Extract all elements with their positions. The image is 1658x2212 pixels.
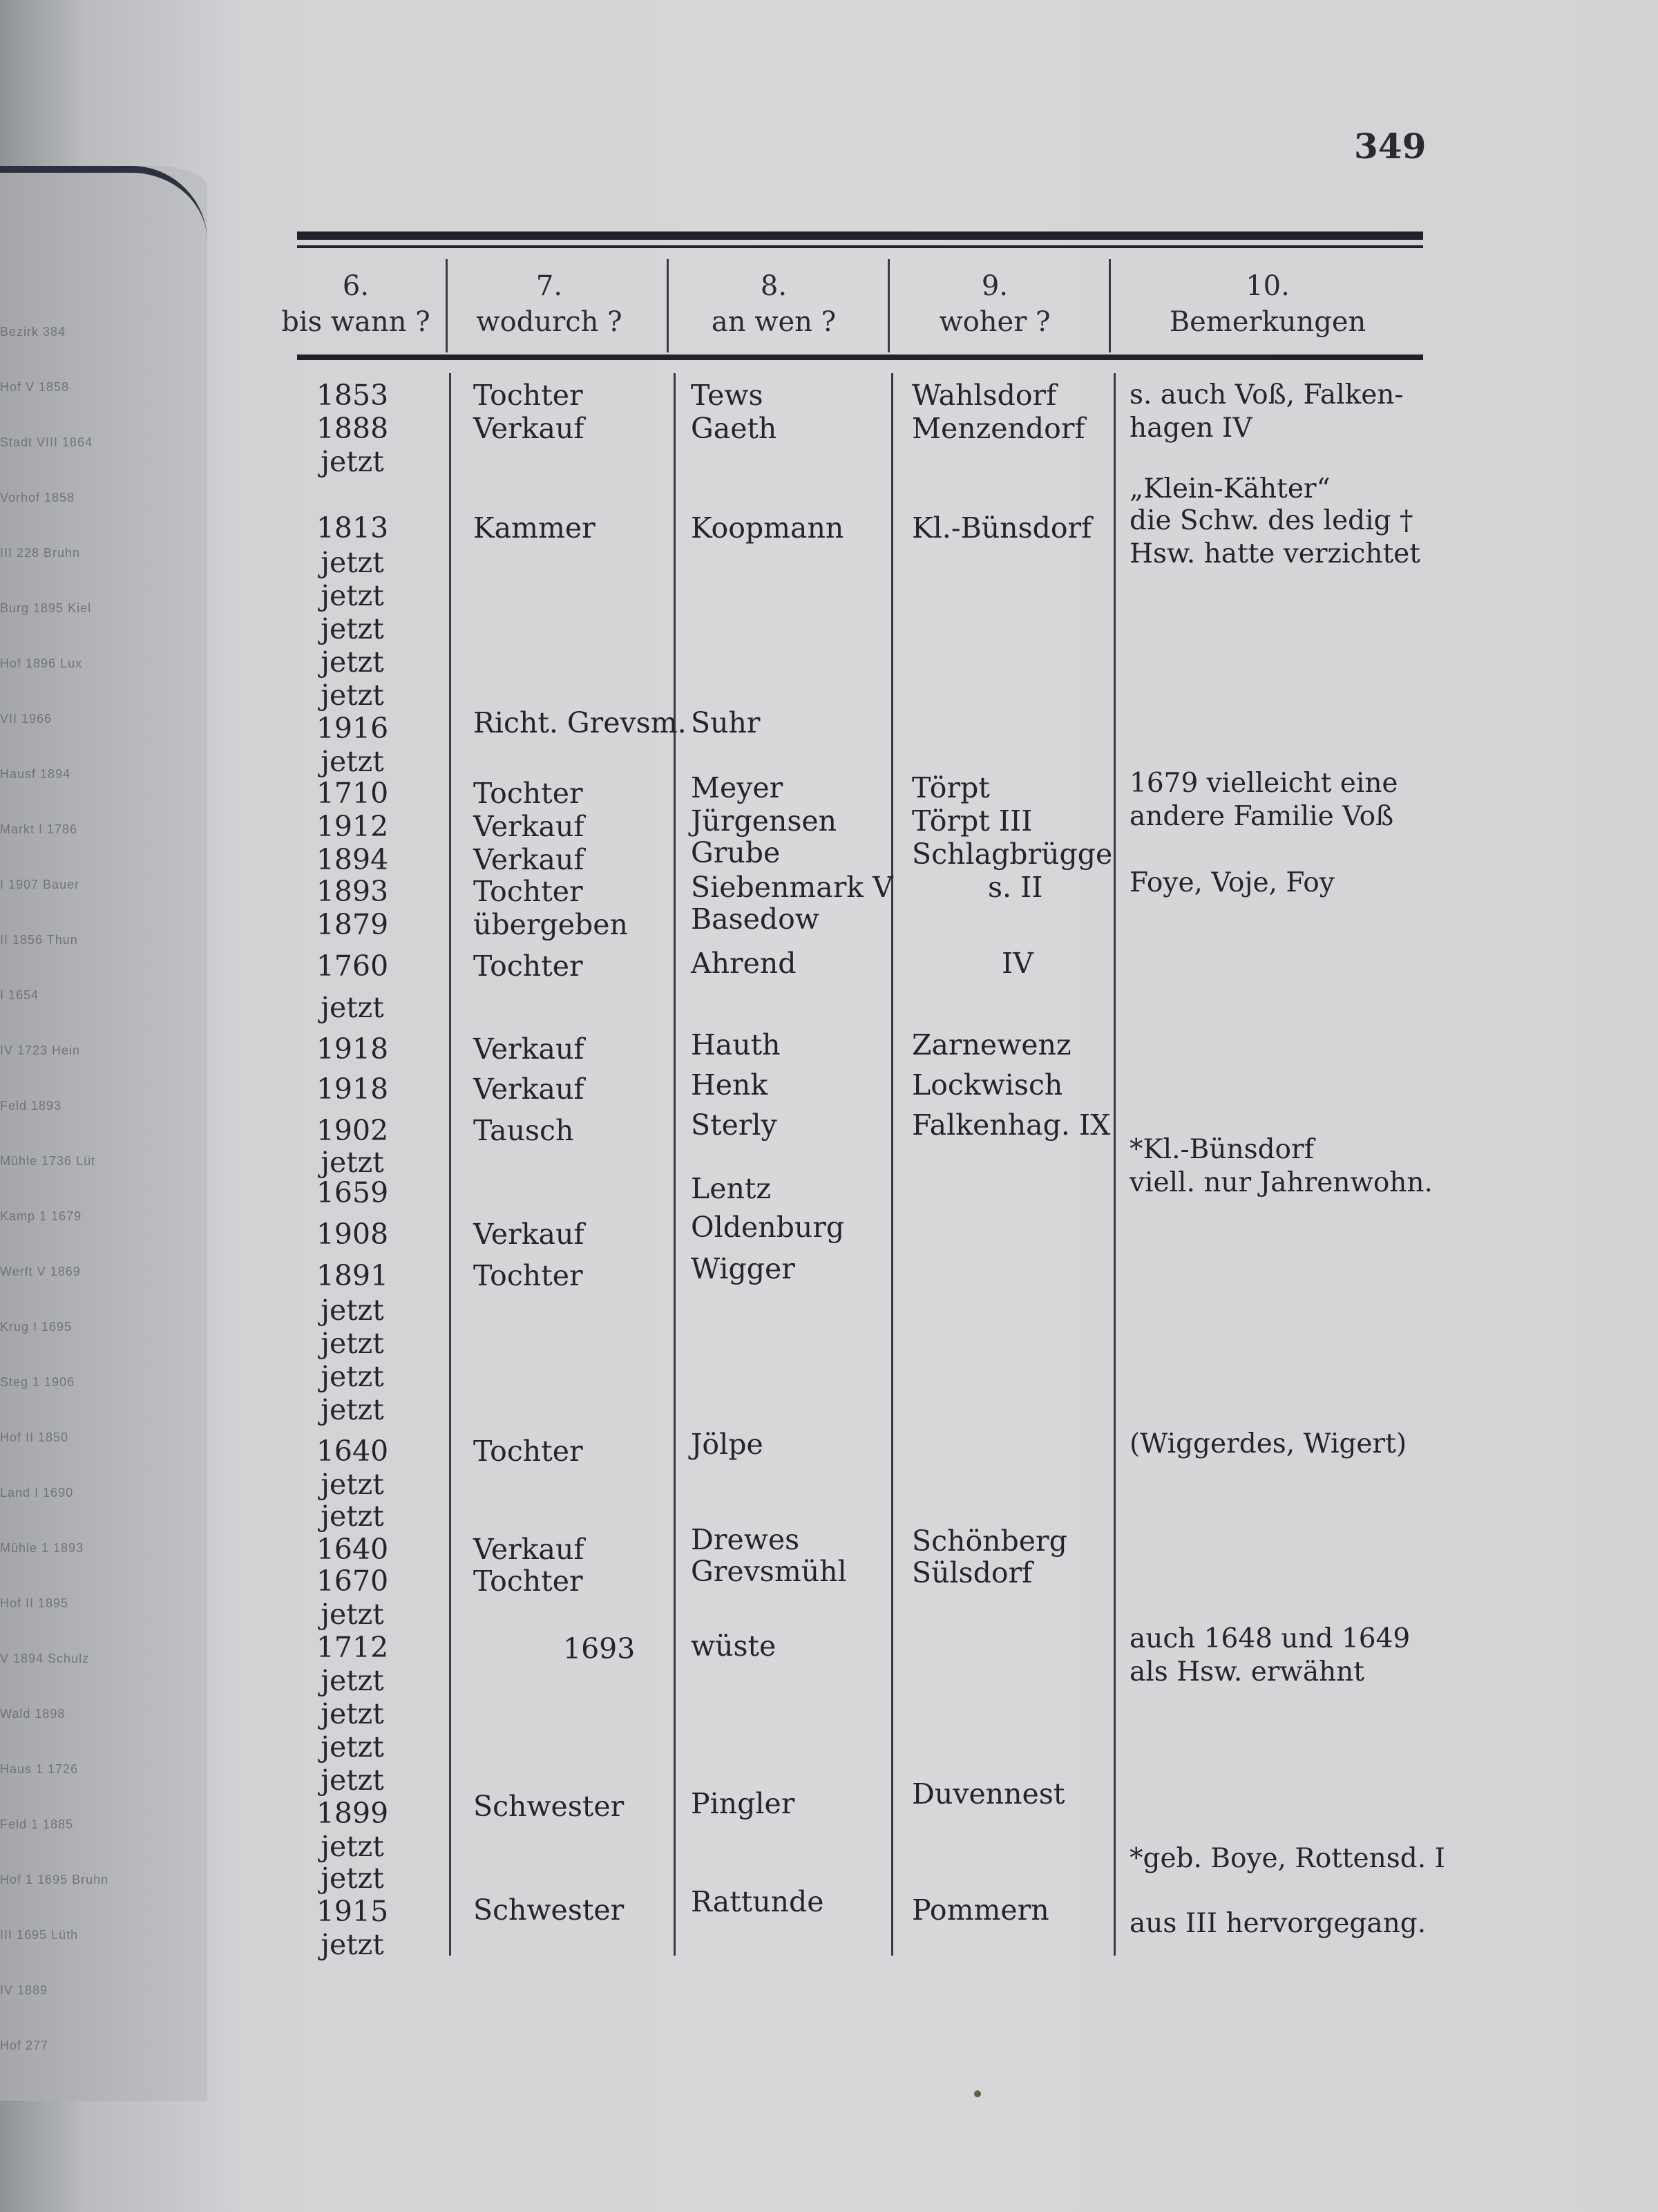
- date-cell: 1853: [316, 379, 389, 412]
- an-wen-cell: Gaeth: [691, 412, 777, 445]
- header-col-9: [891, 268, 1098, 340]
- an-wen-cell: Drewes: [691, 1523, 800, 1556]
- header-col-6-num: 6.: [342, 270, 370, 302]
- an-wen-cell: Henk: [691, 1068, 768, 1102]
- date-cell: jetzt: [321, 1146, 384, 1179]
- header-col-10: [1112, 268, 1423, 340]
- wodurch-cell: Tochter: [473, 379, 583, 412]
- header-divider: [667, 259, 669, 352]
- wodurch-cell: Verkauf: [473, 1218, 584, 1251]
- date-cell: 1899: [316, 1797, 389, 1830]
- remark-cell: viell. nur Jahrenwohn.: [1130, 1167, 1433, 1198]
- woher-cell: Törpt: [912, 771, 990, 804]
- date-cell: jetzt: [321, 1468, 384, 1501]
- header-col-6-label: bis wann ?: [281, 306, 430, 338]
- an-wen-cell: Ahrend: [691, 947, 797, 980]
- facing-page-row: IV 1723 Hein: [0, 1043, 81, 1057]
- header-col-7-num: 7.: [535, 270, 563, 302]
- date-cell: 1918: [316, 1072, 389, 1106]
- wodurch-cell: Verkauf: [473, 1032, 584, 1066]
- date-cell: 1710: [316, 777, 389, 810]
- page-number: 349: [1354, 126, 1427, 167]
- facing-page-row: Werft V 1869: [0, 1265, 81, 1278]
- woher-cell: Schönberg: [912, 1524, 1067, 1558]
- facing-page-row: Kamp 1 1679: [0, 1209, 82, 1223]
- wodurch-cell: Tochter: [473, 949, 583, 983]
- woher-cell: Wahlsdorf: [912, 379, 1057, 412]
- table-top-rule: [297, 231, 1423, 240]
- an-wen-cell: wüste: [691, 1629, 776, 1663]
- facing-page-edge: [0, 166, 207, 242]
- facing-page-row: II 1856 Thun: [0, 933, 78, 947]
- facing-page: [0, 166, 207, 2101]
- header-col-8-num: 8.: [760, 270, 788, 302]
- header-divider: [888, 259, 890, 352]
- date-cell: 1813: [316, 511, 389, 545]
- header-bottom-rule: [297, 355, 1423, 360]
- woher-cell: Pommern: [912, 1893, 1049, 1927]
- woher-cell: Schlagbrügge: [912, 838, 1113, 871]
- header-col-10-label: Bemerkungen: [1169, 306, 1366, 338]
- date-cell: jetzt: [321, 1393, 384, 1426]
- facing-page-row: Mühle 1 1893: [0, 1541, 84, 1555]
- facing-page-row: III 228 Bruhn: [0, 546, 81, 560]
- wodurch-cell: Verkauf: [473, 810, 584, 843]
- date-cell: 1916: [316, 712, 389, 745]
- date-cell: jetzt: [321, 1598, 384, 1631]
- facing-page-row: Mühle 1736 Lüt: [0, 1154, 96, 1168]
- woher-cell: Falkenhag. IX: [912, 1108, 1111, 1142]
- wodurch-cell: Tochter: [473, 875, 583, 908]
- facing-page-row: Hof 277: [0, 2039, 49, 2052]
- an-wen-cell: Jürgensen: [691, 804, 837, 838]
- wodurch-cell: Tochter: [473, 1565, 583, 1598]
- date-cell: jetzt: [321, 745, 384, 778]
- an-wen-cell: Jölpe: [691, 1428, 763, 1461]
- an-wen-cell: Suhr: [691, 706, 761, 739]
- date-cell: jetzt: [321, 1730, 384, 1764]
- woher-cell: s. II: [988, 871, 1043, 904]
- facing-page-row: I 1907 Bauer: [0, 878, 80, 891]
- woher-cell: Menzendorf: [912, 412, 1085, 445]
- an-wen-cell: Grube: [691, 836, 781, 869]
- wodurch-cell: Verkauf: [473, 412, 584, 445]
- an-wen-cell: Siebenmark V: [691, 871, 893, 904]
- date-cell: jetzt: [321, 1327, 384, 1360]
- facing-page-row: Hof 1896 Lux: [0, 656, 83, 670]
- date-cell: 1640: [316, 1435, 389, 1468]
- remark-cell: als Hsw. erwähnt: [1130, 1656, 1364, 1688]
- date-cell: 1760: [316, 949, 389, 983]
- facing-page-row: Wald 1898: [0, 1707, 66, 1721]
- wodurch-cell: Richt. Grevsm.: [473, 706, 687, 739]
- paper-spot: [974, 2090, 981, 2097]
- date-cell: jetzt: [321, 645, 384, 679]
- facing-page-row: Hof II 1895: [0, 1596, 69, 1610]
- date-cell: jetzt: [321, 679, 384, 712]
- header-divider: [446, 259, 448, 352]
- date-cell: 1893: [316, 875, 389, 908]
- date-cell: jetzt: [321, 1928, 384, 1961]
- date-cell: jetzt: [321, 1294, 384, 1327]
- column-divider: [674, 373, 676, 1956]
- date-cell: jetzt: [321, 1830, 384, 1863]
- woher-cell: Duvennest: [912, 1777, 1065, 1811]
- facing-page-row: IV 1889: [0, 1983, 48, 1997]
- header-col-8-label: an wen ?: [711, 306, 837, 338]
- wodurch-cell: Tochter: [473, 1435, 583, 1468]
- facing-page-row: Bezirk 384: [0, 325, 66, 339]
- facing-page-row: Krug I 1695: [0, 1320, 73, 1334]
- facing-page-row: Hof V 1858: [0, 380, 70, 394]
- date-cell: 1640: [316, 1533, 389, 1566]
- date-cell: jetzt: [321, 1862, 384, 1895]
- date-cell: jetzt: [321, 1500, 384, 1533]
- an-wen-cell: Basedow: [691, 902, 819, 936]
- an-wen-cell: Tews: [691, 379, 763, 412]
- woher-cell: Kl.-Bünsdorf: [912, 511, 1092, 545]
- wodurch-cell: Verkauf: [473, 843, 584, 876]
- date-cell: 1659: [316, 1176, 389, 1209]
- facing-page-row: V 1894 Schulz: [0, 1652, 90, 1665]
- wodurch-cell: Schwester: [473, 1790, 625, 1823]
- wodurch-cell: Kammer: [473, 511, 595, 545]
- table-top-rule-thin: [297, 245, 1423, 248]
- facing-page-row: VII 1966: [0, 712, 53, 726]
- woher-cell: Sülsdorf: [912, 1556, 1033, 1589]
- an-wen-cell: Oldenburg: [691, 1211, 845, 1244]
- an-wen-cell: Rattunde: [691, 1885, 824, 1918]
- date-cell: jetzt: [321, 1360, 384, 1393]
- date-cell: jetzt: [321, 445, 384, 478]
- date-cell: 1670: [316, 1565, 389, 1598]
- facing-page-row: Hof II 1850: [0, 1430, 69, 1444]
- facing-page-row: Feld 1 1885: [0, 1817, 74, 1831]
- date-cell: 1879: [316, 908, 389, 941]
- facing-page-row: Steg 1 1906: [0, 1375, 75, 1389]
- header-col-9-label: woher ?: [939, 306, 1051, 338]
- an-wen-cell: Pingler: [691, 1787, 795, 1820]
- date-cell: jetzt: [321, 579, 384, 612]
- facing-page-row: I 1654: [0, 988, 39, 1002]
- header-col-7-label: wodurch ?: [476, 306, 622, 338]
- date-cell: jetzt: [321, 546, 384, 579]
- date-cell: jetzt: [321, 991, 384, 1024]
- date-cell: 1908: [316, 1218, 389, 1251]
- an-wen-cell: Lentz: [691, 1172, 771, 1205]
- remark-cell: s. auch Voß, Falken-: [1130, 379, 1404, 410]
- date-cell: 1888: [316, 412, 389, 445]
- facing-page-row: Hausf 1894: [0, 767, 71, 781]
- header-divider: [1109, 259, 1111, 352]
- wodurch-cell: Tochter: [473, 777, 583, 810]
- remark-cell: *Kl.-Bünsdorf: [1130, 1134, 1315, 1165]
- date-cell: jetzt: [321, 612, 384, 645]
- wodurch-cell: 1693: [563, 1632, 636, 1665]
- an-wen-cell: Meyer: [691, 771, 783, 804]
- an-wen-cell: Wigger: [691, 1252, 795, 1285]
- woher-cell: Lockwisch: [912, 1068, 1063, 1102]
- column-divider: [449, 373, 451, 1956]
- header-col-10-num: 10.: [1246, 270, 1290, 302]
- an-wen-cell: Grevsmühl: [691, 1555, 847, 1588]
- wodurch-cell: Schwester: [473, 1893, 625, 1927]
- remark-cell: 1679 vielleicht eine: [1130, 768, 1398, 799]
- date-cell: 1902: [316, 1114, 389, 1147]
- woher-cell: Zarnewenz: [912, 1028, 1071, 1061]
- book-page: [207, 0, 1658, 2212]
- wodurch-cell: Verkauf: [473, 1533, 584, 1566]
- remark-cell: hagen IV: [1130, 413, 1252, 444]
- an-wen-cell: Hauth: [691, 1028, 781, 1061]
- column-divider: [1114, 373, 1116, 1956]
- date-cell: 1891: [316, 1259, 389, 1292]
- facing-page-row: Markt I 1786: [0, 822, 78, 836]
- column-divider: [891, 373, 893, 1956]
- facing-page-row: Feld 1893: [0, 1099, 62, 1113]
- remark-cell: (Wiggerdes, Wigert): [1130, 1428, 1407, 1459]
- header-col-8: [670, 268, 877, 340]
- wodurch-cell: Tochter: [473, 1259, 583, 1292]
- date-cell: jetzt: [321, 1664, 384, 1697]
- an-wen-cell: Koopmann: [691, 511, 844, 545]
- remark-cell: auch 1648 und 1649: [1130, 1623, 1411, 1654]
- woher-cell: Törpt III: [912, 804, 1033, 838]
- remark-cell: andere Familie Voß: [1130, 801, 1394, 832]
- date-cell: 1915: [316, 1895, 389, 1928]
- wodurch-cell: Verkauf: [473, 1072, 584, 1106]
- facing-page-row: Vorhof 1858: [0, 491, 75, 504]
- date-cell: 1712: [316, 1631, 389, 1664]
- remark-cell: Hsw. hatte verzichtet: [1130, 538, 1420, 569]
- header-col-9-num: 9.: [981, 270, 1009, 302]
- remark-cell: *geb. Boye, Rottensd. I: [1130, 1843, 1445, 1874]
- facing-page-row: Land I 1690: [0, 1486, 74, 1500]
- facing-page-row: Burg 1895 Kiel: [0, 601, 92, 615]
- remark-cell: die Schw. des ledig †: [1130, 505, 1413, 536]
- wodurch-cell: übergeben: [473, 908, 628, 941]
- woher-cell: IV: [1002, 947, 1033, 980]
- remark-cell: aus III hervorgegang.: [1130, 1908, 1427, 1939]
- facing-page-row: III 1695 Lüth: [0, 1928, 79, 1942]
- date-cell: jetzt: [321, 1697, 384, 1730]
- an-wen-cell: Sterly: [691, 1108, 777, 1142]
- date-cell: 1918: [316, 1032, 389, 1066]
- facing-page-row: Hof 1 1695 Bruhn: [0, 1873, 109, 1887]
- header-col-6: [276, 268, 435, 340]
- date-cell: 1912: [316, 810, 389, 843]
- wodurch-cell: Tausch: [473, 1114, 574, 1147]
- header-col-7: [449, 268, 649, 340]
- facing-page-row: Stadt VIII 1864: [0, 435, 93, 449]
- facing-page-row: Haus 1 1726: [0, 1762, 79, 1776]
- date-cell: jetzt: [321, 1764, 384, 1797]
- date-cell: 1894: [316, 843, 389, 876]
- remark-cell: Foye, Voje, Foy: [1130, 867, 1335, 898]
- remark-cell: „Klein-Kähter“: [1130, 473, 1331, 504]
